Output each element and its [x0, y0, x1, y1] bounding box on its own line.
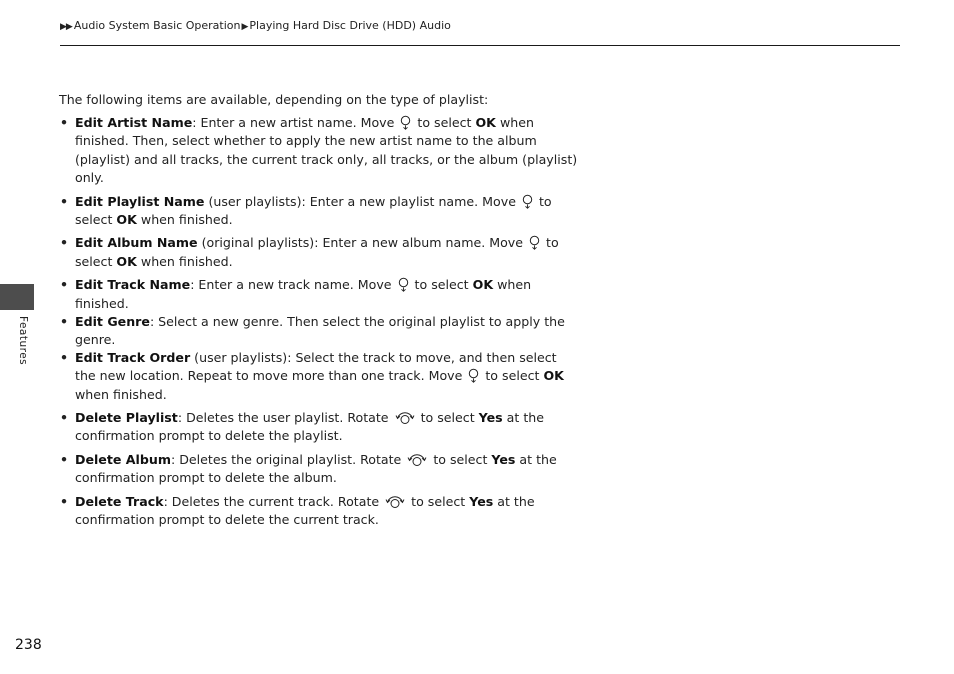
list-item: • Delete Playlist: Deletes the user playlist. Rotate to select Yes at the confirmation prompt to delete the playlist.	[59, 409, 579, 445]
breadcrumb-marker: ▶▶	[60, 22, 72, 32]
interface-dial-move-icon	[468, 368, 479, 383]
section-label: Features	[17, 316, 29, 366]
breadcrumb	[60, 19, 451, 32]
interface-dial-move-icon	[398, 277, 409, 292]
main-content	[59, 91, 579, 535]
item-term: Edit Playlist Name	[75, 193, 205, 209]
interface-dial-move-icon	[522, 194, 533, 209]
item-term: Delete Playlist	[75, 410, 178, 426]
item-term: Edit Album Name	[75, 235, 198, 251]
breadcrumb-separator: ▶	[241, 22, 249, 32]
list-item: • Edit Track Order (user playlists): Select the track to move, and then select the new location. Repeat to move more than one track. Move to select OK when finished.	[59, 349, 579, 404]
item-term: Edit Genre	[75, 313, 150, 329]
breadcrumb-section[interactable]: Audio System Basic Operation	[73, 19, 241, 32]
page-number: 238	[15, 637, 42, 653]
list-item: • Edit Album Name (original playlists): Enter a new album name. Move to select OK when finished.	[59, 234, 579, 270]
item-term: Edit Track Order	[75, 350, 191, 366]
interface-dial-move-icon	[400, 115, 411, 130]
list-item: • Edit Genre: Select a new genre. Then select the original playlist to apply the genre.	[59, 313, 579, 349]
item-term: Delete Album	[75, 452, 171, 468]
interface-dial-rotate-icon	[407, 452, 427, 469]
item-term: Delete Track	[75, 494, 164, 510]
section-tab-marker	[0, 284, 34, 310]
header-rule	[60, 45, 900, 46]
list-item: • Delete Album: Deletes the original playlist. Rotate to select Yes at the confirmation prompt to delete the album.	[59, 451, 579, 487]
breadcrumb-subsection[interactable]: Playing Hard Disc Drive (HDD) Audio	[249, 19, 451, 32]
list-item: • Edit Track Name: Enter a new track name. Move to select OK when finished.	[59, 276, 579, 312]
interface-dial-rotate-icon	[395, 410, 415, 427]
item-term: Edit Track Name	[75, 277, 191, 293]
interface-dial-rotate-icon	[385, 494, 405, 511]
list-item: • Edit Artist Name: Enter a new artist name. Move to select OK when finished. Then, select whether to apply the new artist name to the album (playlist) and all tracks, the current track only, all tracks, or the album (playlist) only.	[59, 114, 579, 187]
list-item: • Edit Playlist Name (user playlists): Enter a new playlist name. Move to select OK when finished.	[59, 193, 579, 229]
option-list	[59, 114, 579, 529]
list-item: • Delete Track: Deletes the current track. Rotate to select Yes at the confirmation prompt to delete the current track.	[59, 493, 579, 529]
item-term: Edit Artist Name	[75, 115, 193, 131]
intro-text: The following items are available, depending on the type of playlist:	[59, 92, 489, 107]
interface-dial-move-icon	[529, 235, 540, 250]
